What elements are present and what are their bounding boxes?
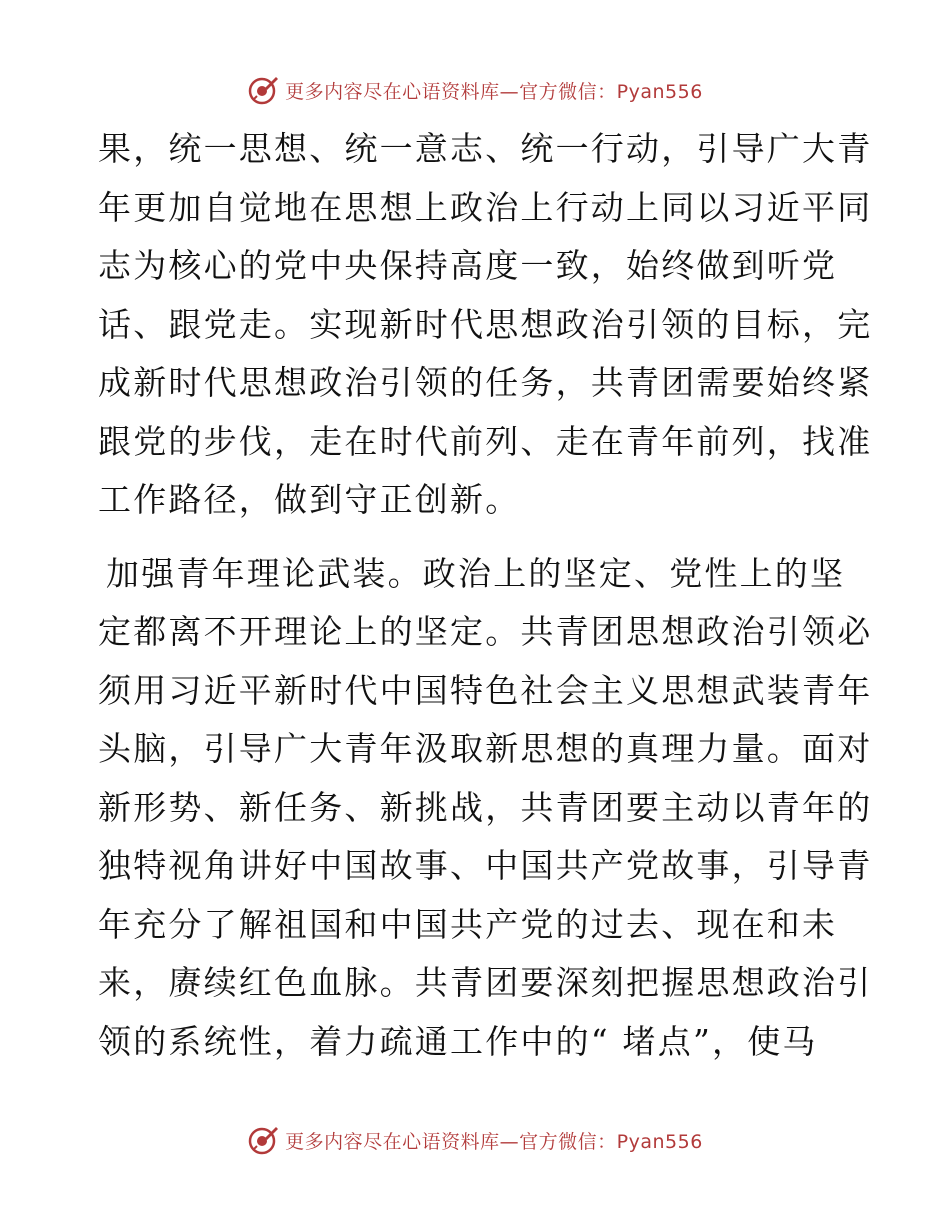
footer-banner: [0, 1120, 950, 1160]
header-banner-text: 更多内容尽在心语资料库—官方微信：Pyan556: [285, 80, 703, 103]
text-line: 新形势、新任务、新挑战，共青团要主动以青年的: [98, 787, 873, 827]
text-line: 志为核心的党中央保持高度一致，始终做到听党: [98, 246, 838, 285]
text-line: 话、跟党走。实现新时代思想政治引领的目标，完: [98, 304, 873, 344]
text-line: 年充分了解祖国和中国共产党的过去、现在和未: [98, 904, 838, 944]
text-line: 工作路径，做到守正创新。: [98, 480, 521, 519]
pen-logo-icon: [247, 1124, 279, 1156]
text-line: 定都离不开理论上的坚定。共青团思想政治引领必: [98, 612, 873, 651]
text-line: 领的系统性，着力疏通工作中的“ 堵点”，使马: [98, 1021, 818, 1061]
text-line: 独特视角讲好中国故事、中国共产党故事，引导青: [98, 846, 873, 885]
text-line: 年更加自觉地在思想上政治上行动上同以习近平同: [98, 187, 873, 227]
text-line: 须用习近平新时代中国特色社会主义思想武装青年: [98, 670, 873, 710]
paragraph-1: [98, 120, 873, 530]
text-line: 来，赓续红色血脉。共青团要深刻把握思想政治引: [98, 963, 873, 1002]
text-line: 果，统一思想、统一意志、统一行动，引导广大青: [98, 129, 873, 168]
header-banner: [0, 70, 950, 110]
footer-banner-text: 更多内容尽在心语资料库—官方微信：Pyan556: [285, 1130, 703, 1153]
text-line: 加强青年理论武装。政治上的坚定、党性上的坚: [106, 553, 846, 593]
text-line: 头脑，引导广大青年汲取新思想的真理力量。面对: [98, 729, 873, 768]
text-line: 成新时代思想政治引领的任务，共青团需要始终紧: [98, 363, 873, 402]
paragraph-2: [98, 545, 873, 1072]
pen-logo-icon: [247, 74, 279, 106]
document-body: [98, 120, 873, 1071]
text-line: 跟党的步伐，走在时代前列、走在青年前列，找准: [98, 421, 873, 461]
